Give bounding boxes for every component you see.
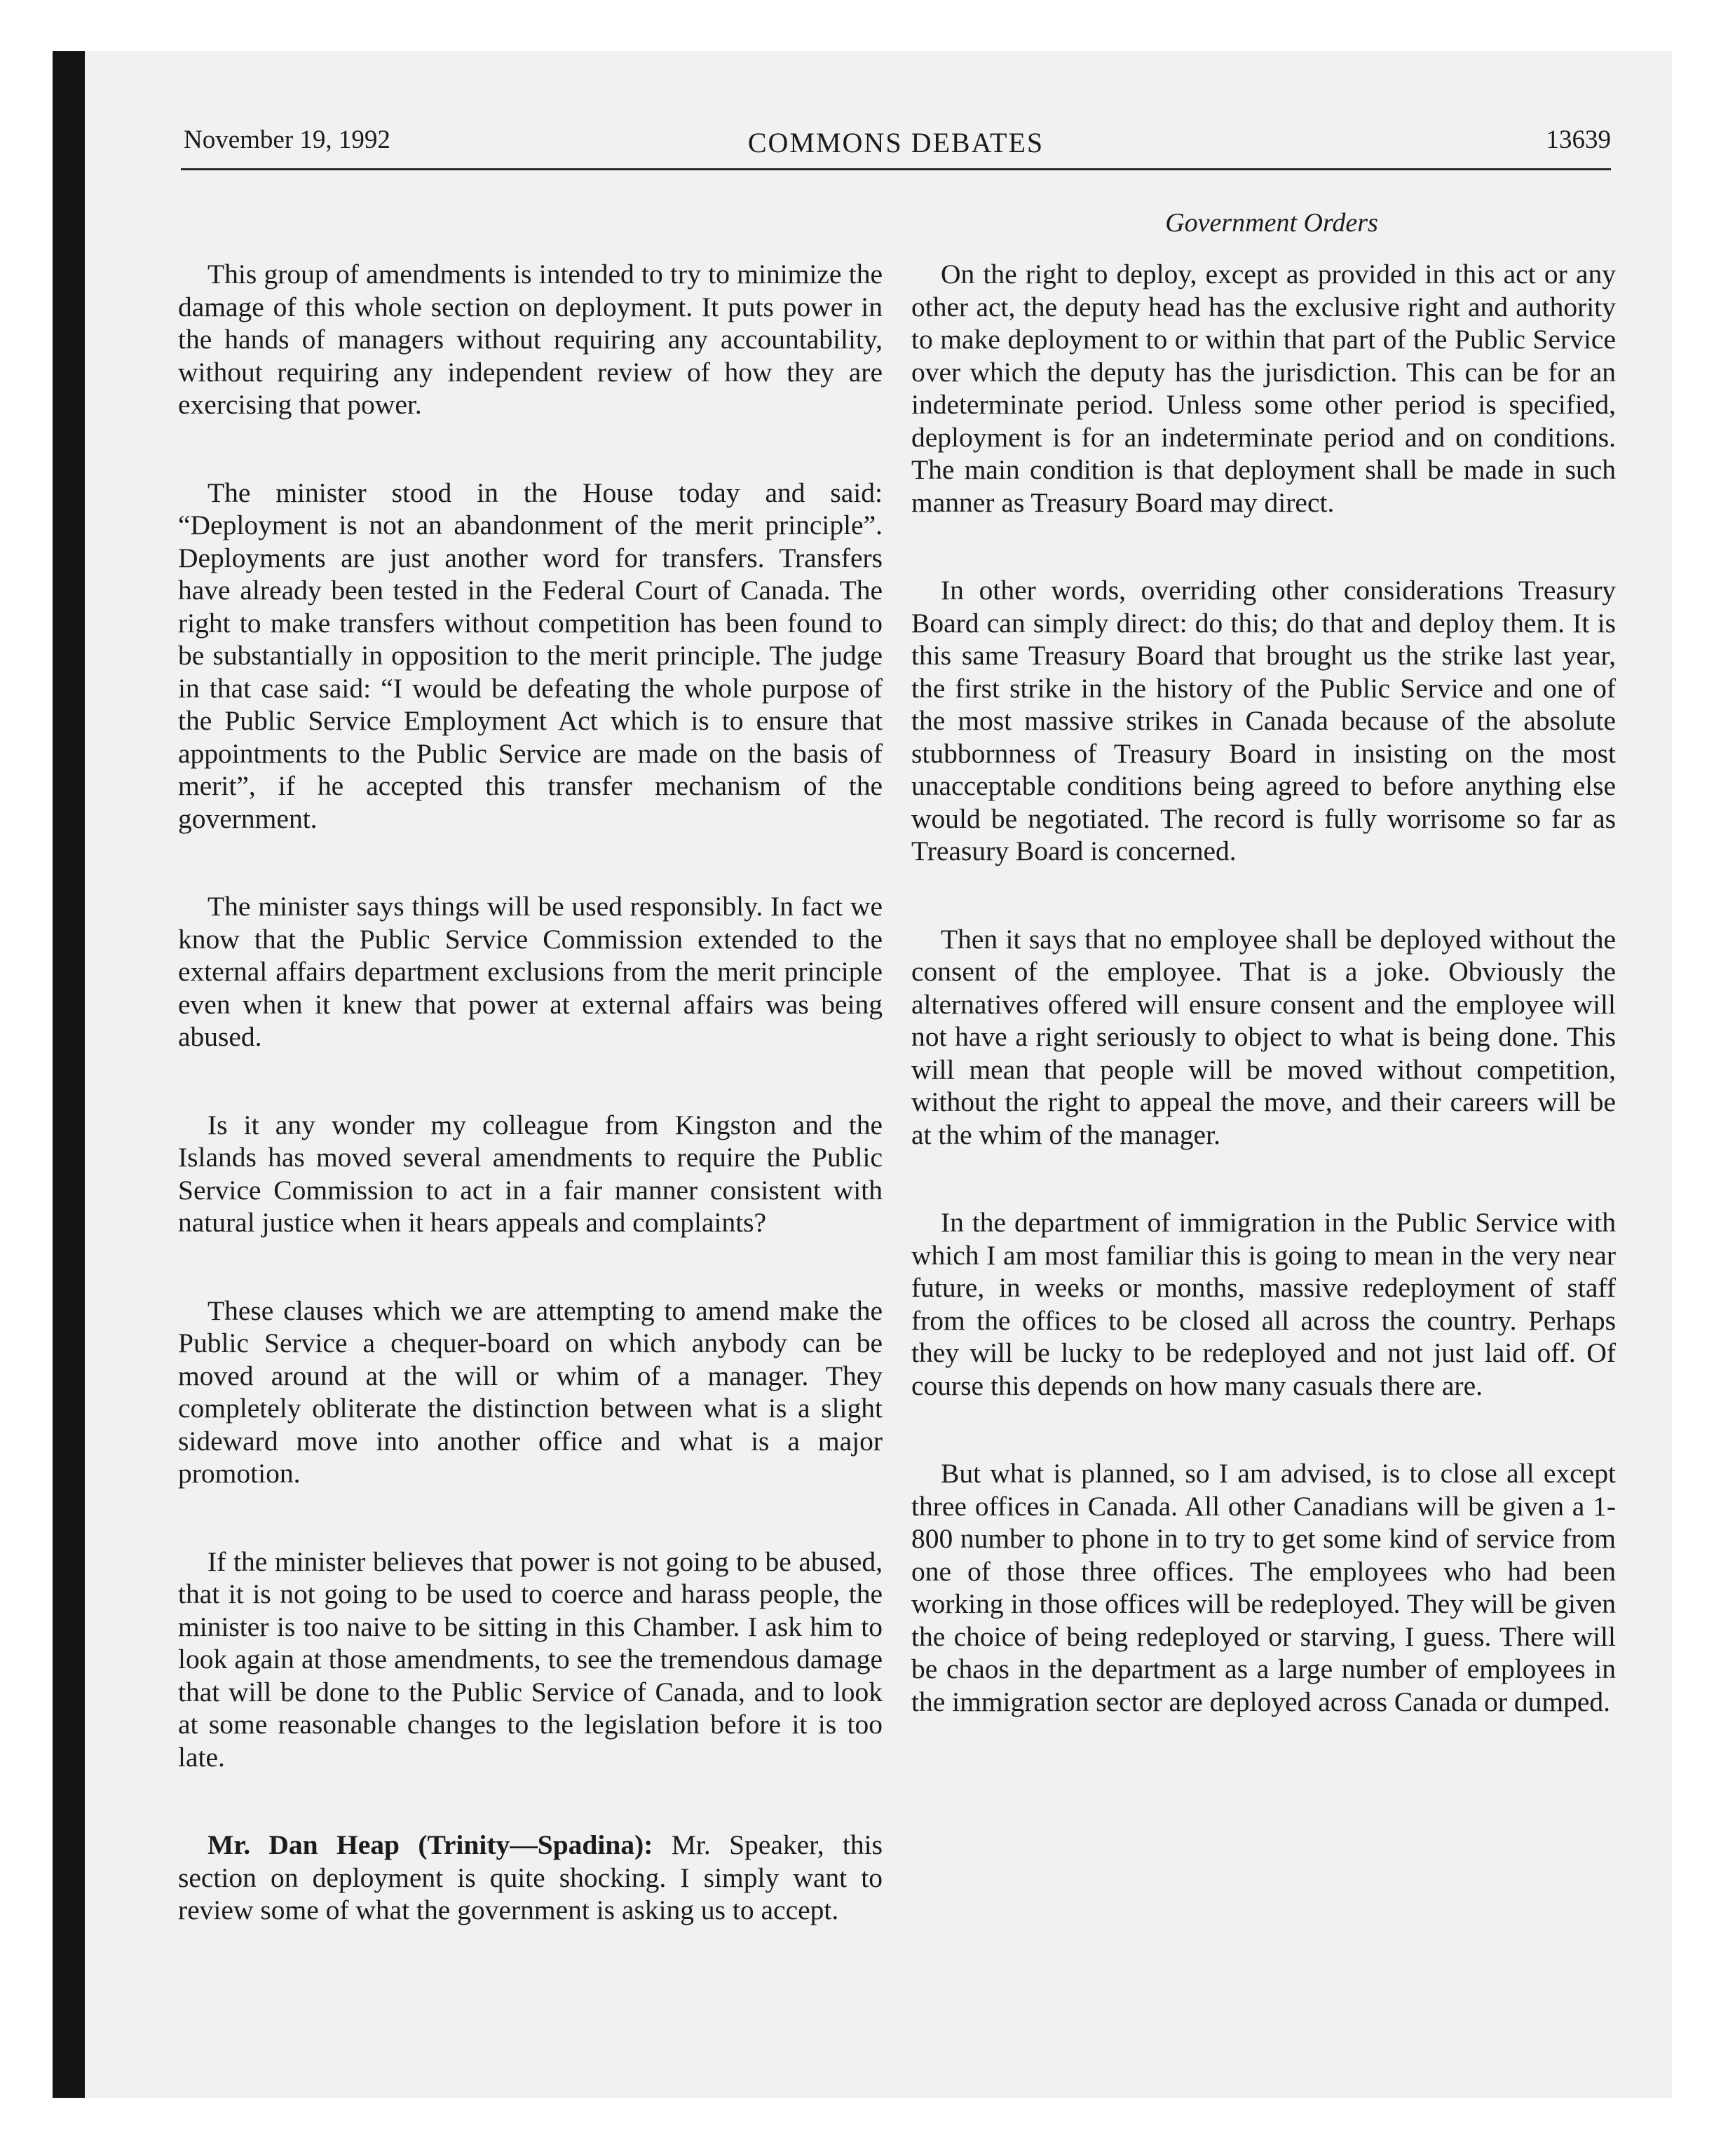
paragraph: If the minister believes that power is not going to be abused, that it is not going to be used to coerce and harass people, the minister is too naive to be sitting in this Chamber. I ask him to look again at those amendments, to see the tremendous damage that will be done to the Public Service of Canada, and to look at some reasonable changes to the legislation before it is too late. [178, 1546, 883, 1773]
right-column [911, 258, 1616, 1773]
paragraph: On the right to deploy, except as provided in this act or any other act, the deputy head has the exclusive right and authority to make deployment to or within that part of the Public Service over which the deputy has the jurisdiction. This can be for an indeterminate period. Unless some other period is specified, deployment is for an indeterminate period and on conditions. The main condition is that deployment shall be made in such manner as Treasury Board may direct. [911, 259, 1616, 518]
speaker-paragraph [178, 1829, 883, 1927]
paragraph: Is it any wonder my colleague from Kingston and the Islands has moved several amendments to require the Public Service Commission to act in a fair manner consistent with natural justice when it hears appeals and complaints? [178, 1109, 883, 1238]
scan-edge-bar [53, 51, 85, 2098]
header-date: November 19, 1992 [184, 125, 390, 154]
paragraph: This group of amendments is intended to try to minimize the damage of this whole section on deployment. It puts power in the hands of managers without requiring any accountability, without requiring any independent review of how they are exercising that power. [178, 259, 883, 420]
paragraph: The minister stood in the House today and said: “Deployment is not an abandonment of the merit principle”. Deployments are just another word for transfers. Transfers have already been tested in the Federal Court of Canada. The right to make transfers without competition has been found to be substantially in opposition to the merit principle. The judge in that case said: “I would be defeating the whole purpose of the Public Service Employment Act which is to ensure that appointments to the Public Service are made on the basis of merit”, if he accepted this transfer mechanism of the government. [178, 477, 883, 834]
paragraph: In the department of immigration in the Public Service with which I am most familiar this is going to mean in the very near future, in weeks or months, massive redeployment of staff from the offices to be closed all across the country. Perhaps they will be lucky to be redeployed and not just laid off. Of course this depends on how many casuals there are. [911, 1207, 1616, 1401]
paragraph: But what is planned, so I am advised, is to close all except three offices in Canada. All other Canadians will be given a 1-800 number to phone in to try to get some kind of service from one of those three offices. The employees who had been working in those offices will be redeployed. They will be given the choice of being redeployed or starving, I guess. There will be chaos in the department as a large number of employees in the immigration sector are deployed across Canada or dumped. [911, 1458, 1616, 1717]
left-column [178, 258, 883, 1982]
paragraph: In other words, overriding other considerations Treasury Board can simply direct: do this; do that and deploy them. It is this same Treasury Board that brought us the strike last year, the first strike in the history of the Public Service and one of the most massive strikes in Canada because of the absolute stubbornness of Treasury Board in insisting on the most unacceptable conditions being agreed to before anything else would be negotiated. The record is fully worrisome so far as Treasury Board is concerned. [911, 575, 1616, 866]
header-title: COMMONS DEBATES [747, 127, 1045, 158]
section-title: Government Orders [1165, 208, 1378, 238]
page-header [181, 119, 1611, 170]
paragraph: Then it says that no employee shall be deployed without the consent of the employee. That is a joke. Obviously the alternatives offered will ensure consent and the employee will not have a right seriously to object to what is being done. This will mean that people will be moved without competition, without the right to appeal the move, and their careers will be at the whim of the manager. [911, 923, 1616, 1150]
speaker-name: Mr. Dan Heap (Trinity—Spadina): [207, 1829, 653, 1860]
header-page-number: 13639 [1546, 125, 1611, 154]
speaker-text: Mr. Speaker, this section on deployment is quite shocking. I simply want to review some of what the government is asking us to accept. [178, 1829, 883, 1925]
paragraph: The minister says things will be used responsibly. In fact we know that the Public Service Commission extended to the external affairs department exclusions from the merit principle even when it knew that power at external affairs was being abused. [178, 891, 883, 1052]
paragraph: These clauses which we are attempting to amend make the Public Service a chequer-board on which anybody can be moved around at the will or whim of a manager. They completely obliterate the distinction between what is a slight sideward move into another office and what is a major promotion. [178, 1295, 883, 1489]
